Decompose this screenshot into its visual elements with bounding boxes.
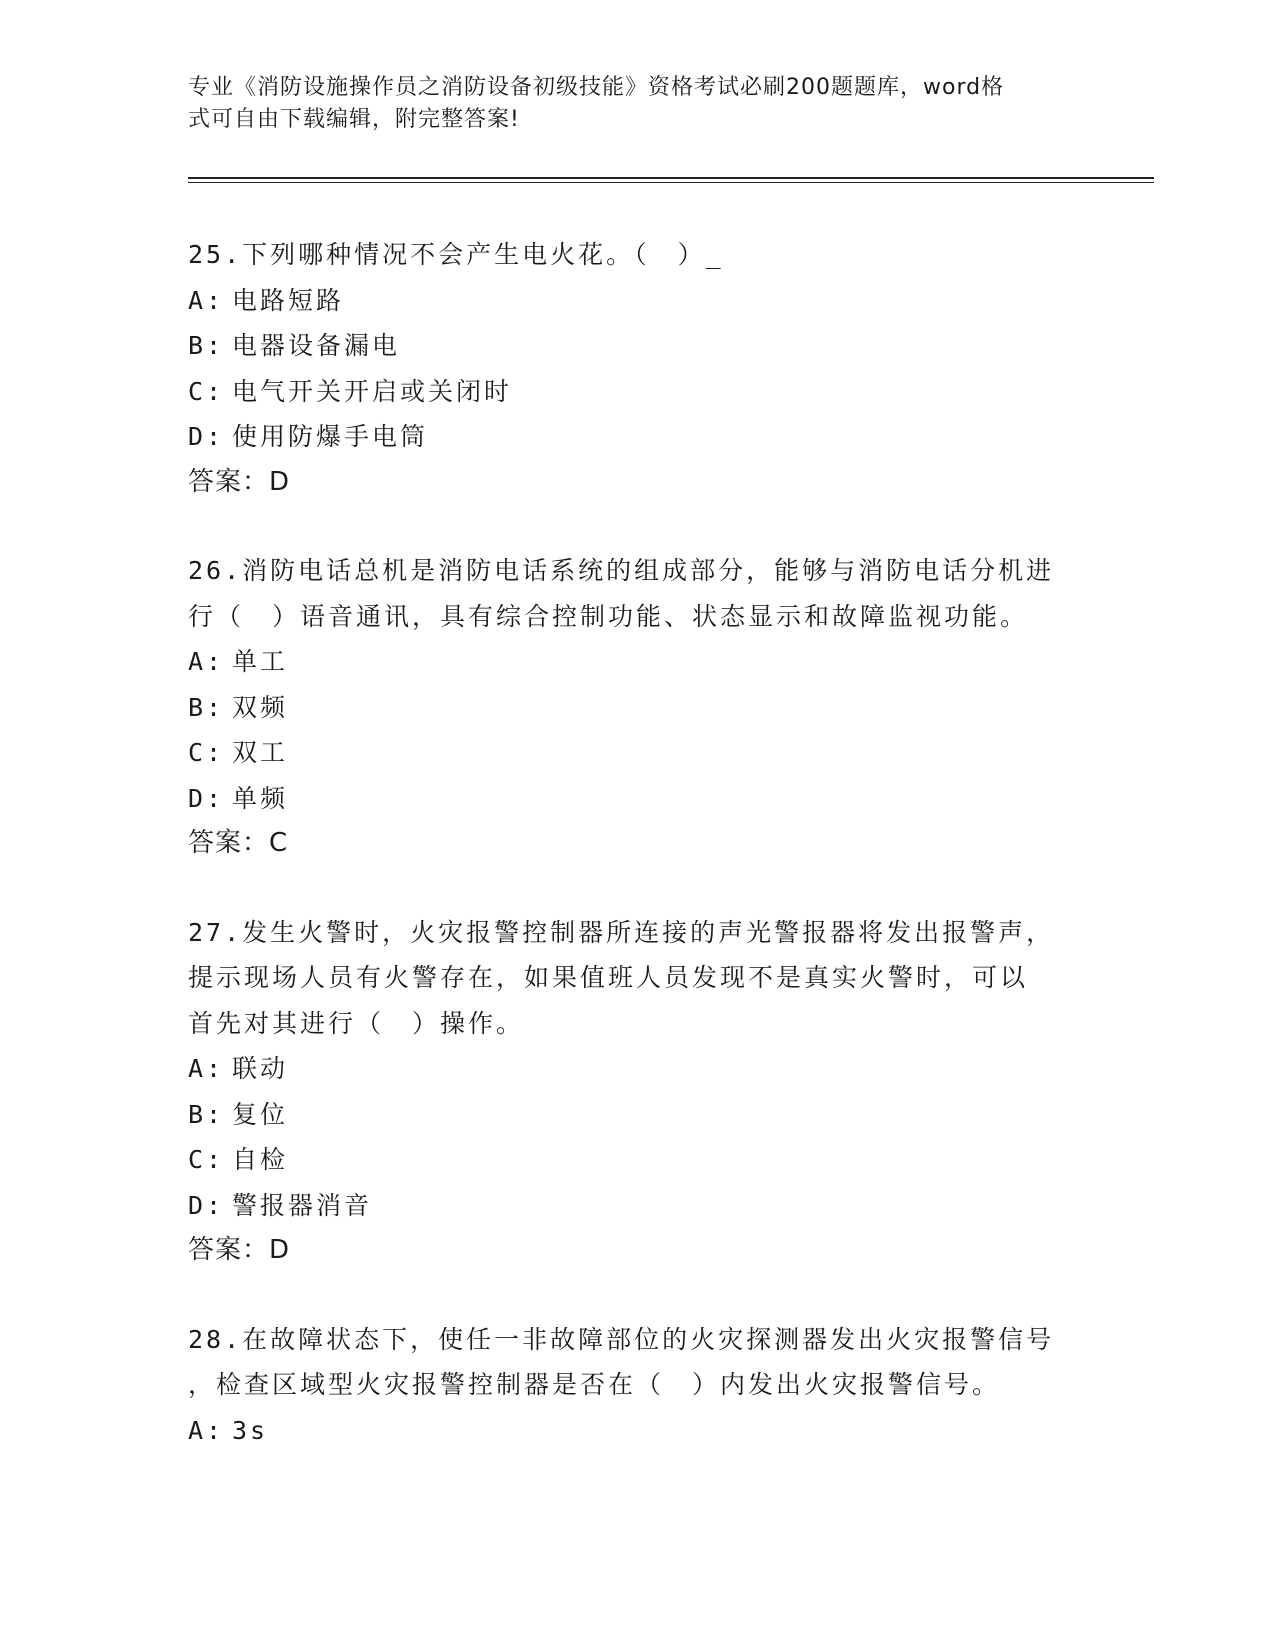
option-text: 电器设备漏电 [232, 331, 401, 360]
header-line-2: 式可自由下载编辑，附完整答案! [188, 107, 520, 132]
answer-option [188, 639, 1088, 685]
answer-option [188, 414, 1088, 460]
document-header [188, 72, 1088, 136]
option-text: 单频 [232, 783, 289, 813]
option-label: A: [188, 1415, 225, 1445]
question-list [188, 232, 1088, 1496]
question-block [188, 548, 1088, 867]
option-text: 自检 [232, 1145, 289, 1174]
option-label: B: [188, 692, 225, 722]
option-label: B: [188, 331, 225, 360]
answer-option [188, 323, 1088, 369]
question-stem-line: 26.消防电话总机是消防电话系统的组成部分，能够与消防电话分机进 [188, 556, 1055, 585]
answer-option [188, 1046, 1088, 1092]
option-text: 双工 [232, 738, 289, 767]
question-stem-line: 28.在故障状态下，使任一非故障部位的火灾探测器发出火灾报警信号 [188, 1324, 1055, 1354]
answer-key: 答案：C [188, 828, 289, 858]
header-line-1: 专业《消防设施操作员之消防设备初级技能》资格考试必刷200题题库，word格 [188, 75, 1005, 100]
option-text: 使用防爆手电筒 [232, 422, 429, 451]
answer-option [188, 776, 1088, 822]
answer-option [188, 1092, 1088, 1138]
answer-key: 答案：D [188, 1235, 291, 1265]
answer-option [188, 730, 1088, 776]
answer-option [188, 369, 1088, 415]
option-text: 电气开关开启或关闭时 [232, 376, 513, 406]
answer-option [188, 1183, 1088, 1229]
answer-option [188, 278, 1088, 324]
option-label: A: [188, 285, 225, 315]
option-label: A: [188, 647, 225, 676]
option-label: A: [188, 1054, 225, 1083]
option-label: D: [188, 1190, 225, 1220]
question-stem-line: 27.发生火警时，火灾报警控制器所连接的声光警报器将发出报警声， [188, 917, 1055, 947]
option-text: 联动 [232, 1054, 289, 1083]
question-stem-line: 提示现场人员有火警存在，如果值班人员发现不是真实火警时，可以 [188, 963, 1029, 992]
option-text: 电路短路 [232, 285, 345, 315]
question-stem-line: 25.下列哪种情况不会产生电火花。（ ）_ [188, 240, 724, 269]
option-text: 双频 [232, 692, 289, 722]
option-text: 警报器消音 [232, 1190, 373, 1220]
option-text: 单工 [232, 647, 289, 676]
answer-option [188, 1408, 1088, 1454]
option-label: C: [188, 738, 225, 767]
option-label: D: [188, 422, 225, 451]
option-text: 复位 [232, 1099, 289, 1129]
question-stem-line: ，检查区域型火灾报警控制器是否在（ ）内发出火灾报警信号。 [188, 1370, 1001, 1399]
option-text: 3s [232, 1415, 269, 1445]
option-label: C: [188, 376, 225, 406]
question-stem-line: 首先对其进行（ ）操作。 [188, 1008, 525, 1038]
answer-option [188, 1137, 1088, 1183]
answer-key: 答案：D [188, 466, 291, 497]
option-label: D: [188, 783, 225, 813]
question-block [188, 1317, 1088, 1454]
question-stem-line: 行（ ）语音通讯，具有综合控制功能、状态显示和故障监视功能。 [188, 601, 1029, 631]
option-label: B: [188, 1099, 225, 1129]
answer-option [188, 685, 1088, 731]
header-divider-thin [188, 182, 1154, 183]
header-divider-thick [188, 177, 1154, 179]
question-block [188, 232, 1088, 505]
question-block [188, 910, 1088, 1274]
option-label: C: [188, 1145, 225, 1174]
